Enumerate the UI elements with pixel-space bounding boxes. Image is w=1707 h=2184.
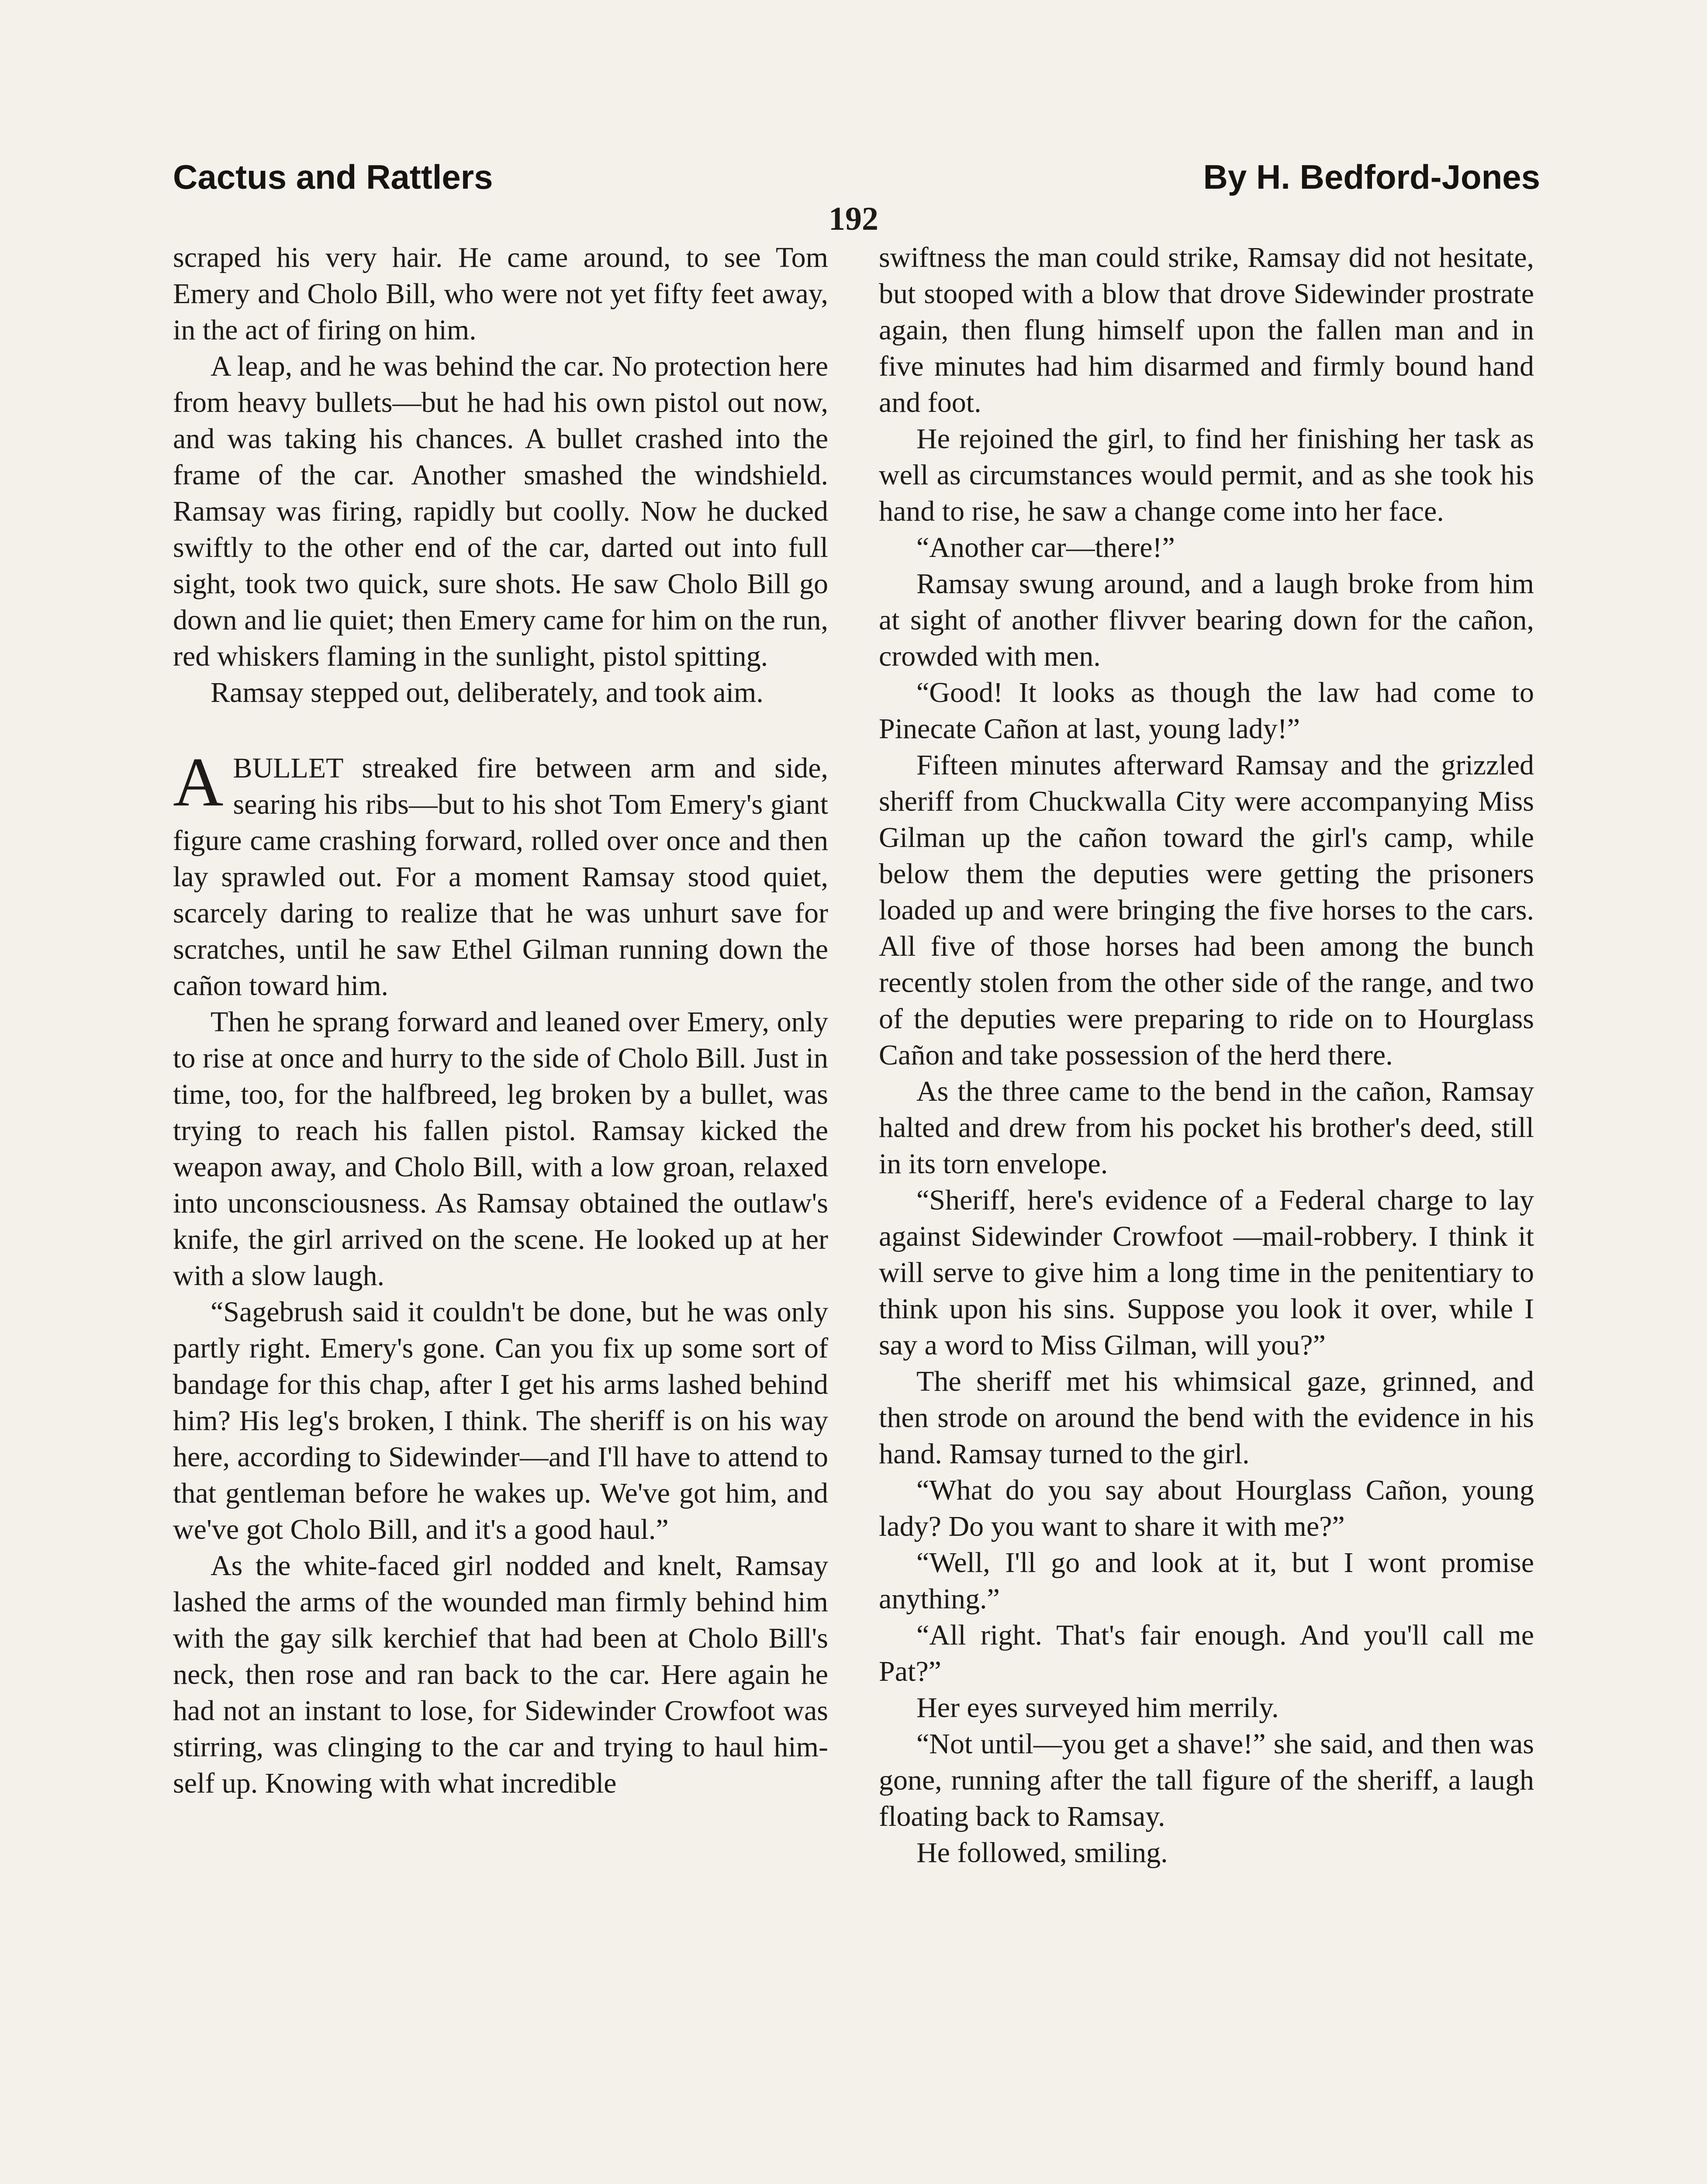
paragraph: “Another car—there!” (916, 532, 1175, 563)
paragraph-text: BULLET streaked fire between arm and side, searing his ribs—but to his shot Tom Emery's giant figure came crashing forward, rolled over once and then lay sprawled out. For a moment Ramsay stood quiet, scarcely daring to realize that he was unhurt save for scratches, until he saw Ethel Gilman running down the cañon toward him. (173, 752, 828, 1002)
paragraph: Ramsay stepped out, deliberately, and took aim. (211, 677, 764, 708)
paragraph: scraped his very hair. He came around, to see Tom Emery and Cholo Bill, who were not yet fifty feet away, in the act of firing on him. (173, 242, 828, 346)
paragraph: swiftness the man could strike, Ramsay did not hesitate, but stooped with a blow that drove Sidewinder prostrate again, then flung himself upon the fallen man and in five minutes had him disarmed and firmly bound hand and foot. (879, 242, 1534, 418)
paragraph: He rejoined the girl, to find her finishing her task as well as circumstances would permit, and as she took his hand to rise, he saw a change come into her face. (879, 423, 1534, 527)
paragraph: As the white-faced girl nodded and knelt, Ramsay lashed the arms of the wounded man firmly behind him with the gay silk kerchief that had been at Cholo Bill's neck, then rose and ran back to the car. Here again he had not an instant to lose, for Sidewinder Crowfoot was stirring, was clinging to the car and trying to haul himself up. Knowing with what incredible (173, 1550, 828, 1799)
drop-cap: A (173, 743, 224, 821)
paragraph: “All right. That's fair enough. And you'll call me Pat?” (879, 1619, 1534, 1687)
story-title: Cactus and Rattlers (173, 158, 493, 196)
left-column (173, 239, 828, 1801)
paragraph: “Sagebrush said it couldn't be done, but he was only partly right. Emery's gone. Can you fix up some sort of bandage for this chap, after I get his arms lashed behind him? His leg's broken, I think. The sheriff is on his way here, according to Sidewinder—and I'll have to attend to that gentleman before he wakes up. We've got him, and we've got Cholo Bill, and it's a good haul.” (173, 1296, 828, 1545)
paragraph: “What do you say about Hourglass Cañon, young lady? Do you want to share it with me?” (879, 1474, 1534, 1542)
paragraph: He followed, smiling. (916, 1837, 1168, 1869)
paragraph: Ramsay swung around, and a laugh broke from him at sight of another flivver bearing down for the cañon, crowded with men. (879, 568, 1534, 672)
right-column (879, 239, 1534, 1871)
paragraph: Fifteen minutes afterward Ramsay and the grizzled sheriff from Chuckwalla City were accompanying Miss Gilman up the cañon toward the girl's camp, while below them the deputies were getting the prisoners loaded up and were bringing the five horses to the cars. All five of those horses had been among the bunch recently stolen from the other side of the range, and two of the deputies were preparing to ride on to Hourglass Cañon and take possession of the herd there. (879, 749, 1534, 1071)
paragraph: A leap, and he was behind the car. No protection here from heavy bullets—but he had his own pistol out now, and was taking his chances. A bullet crashed into the frame of the car. Another smashed the windshield. Ramsay was firing, rapidly but coolly. Now he ducked swiftly to the other end of the car, darted out into full sight, took two quick, sure shots. He saw Cholo Bill go down and lie quiet; then Emery came for him on the run, red whiskers flaming in the sunlight, pistol spitting. (173, 350, 828, 672)
paragraph: “Sheriff, here's evidence of a Federal charge to lay against Sidewinder Crowfoot —mail-robbery. I think it will serve to give him a long time in the penitentiary to think upon his sins. Suppose you look it over, while I say a word to Miss Gilman, will you?” (879, 1184, 1534, 1361)
story-author: By H. Bedford-Jones (1203, 158, 1540, 196)
paragraph: Her eyes surveyed him merrily. (916, 1692, 1279, 1724)
paragraph: The sheriff met his whimsical gaze, grinned, and then strode on around the bend with the evidence in his hand. Ramsay turned to the girl. (879, 1365, 1534, 1470)
paragraph: “Not until—you get a shave!” she said, and then was gone, running after the tall figure of the sheriff, a laugh floating back to Ramsay. (879, 1728, 1534, 1832)
paragraph: “Well, I'll go and look at it, but I wont promise anything.” (879, 1547, 1534, 1615)
section-opening-paragraph (173, 743, 828, 1004)
paragraph: As the three came to the bend in the cañon, Ramsay halted and drew from his pocket his brother's deed, still in its torn envelope. (879, 1075, 1534, 1180)
page-number: 192 (829, 200, 878, 237)
paragraph: Then he sprang forward and leaned over Emery, only to rise at once and hurry to the side of Cholo Bill. Just in time, too, for the halfbreed, leg broken by a bullet, was trying to reach his fallen pistol. Ramsay kicked the weapon away, and Cholo Bill, with a low groan, relaxed into unconsciousness. As Ramsay obtained the outlaw's knife, the girl arrived on the scene. He looked up at her with a slow laugh. (173, 1006, 828, 1292)
paragraph: “Good! It looks as though the law had come to Pinecate Cañon at last, young lady!” (879, 677, 1534, 745)
